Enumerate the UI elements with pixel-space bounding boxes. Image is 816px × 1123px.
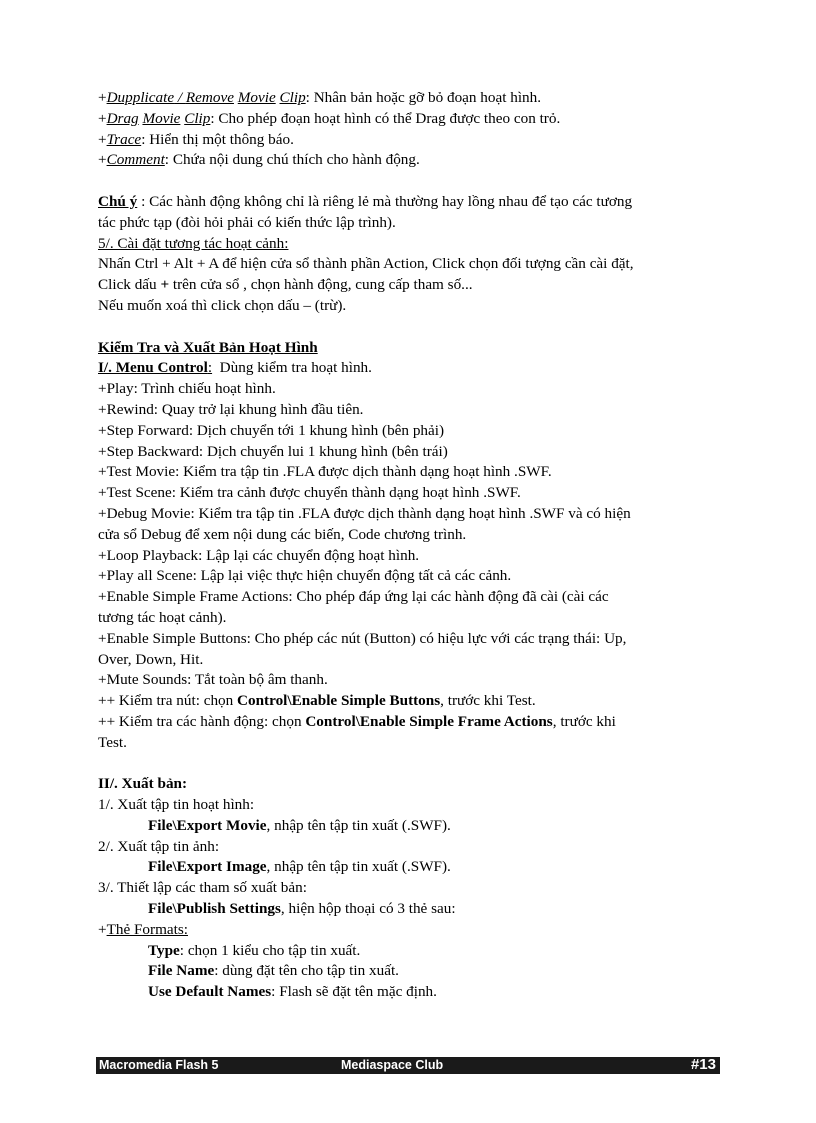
- note-line-cont: tác phức tạp (đòi hỏi phải có kiến thức lập trình).: [98, 213, 396, 231]
- format-option: Type: chọn 1 kiểu cho tập tin xuất.: [148, 941, 361, 959]
- note-line: Chú ý : Các hành động không chỉ là riêng lẻ mà thường hay lồng nhau để tạo các tương: [98, 192, 633, 210]
- list-item: +Play all Scene: Lập lại việc thực hiện chuyển động tất cả các cảnh.: [98, 567, 512, 585]
- footer-club: Mediaspace Club: [341, 1058, 444, 1072]
- format-option: File Name: dùng đặt tên cho tập tin xuất.: [148, 962, 399, 980]
- list-item: +Step Forward: Dịch chuyển tới 1 khung hình (bên phải): [98, 421, 445, 439]
- section5-line: Click dấu + trên cửa sổ , chọn hành động, cung cấp tham số...: [98, 276, 473, 294]
- menu-control-heading: I/. Menu Control: Dùng kiểm tra hoạt hình.: [98, 359, 372, 377]
- list-item: +Test Movie: Kiểm tra tập tin .FLA được dịch thành dạng hoạt hình .SWF.: [98, 463, 552, 481]
- check-buttons-line: ++ Kiểm tra nút: chọn Control\Enable Simple Buttons, trước khi Test.: [98, 692, 536, 710]
- check-actions-line: ++ Kiểm tra các hành động: chọn Control\Enable Simple Frame Actions, trước khi: [98, 712, 616, 730]
- format-option: Use Default Names: Flash sẽ đặt tên mặc định.: [148, 983, 437, 1001]
- list-item: Over, Down, Hit.: [98, 650, 204, 668]
- document-body: [98, 88, 720, 1003]
- section5-heading: 5/. Cài đặt tương tác hoạt cảnh:: [98, 234, 289, 252]
- section-title: Kiểm Tra và Xuất Bản Hoạt Hình: [98, 338, 318, 356]
- list-item: +Debug Movie: Kiểm tra tập tin .FLA được dịch thành dạng hoạt hình .SWF và có hiện: [98, 504, 631, 522]
- list-item: +Test Scene: Kiểm tra cảnh được chuyển thành dạng hoạt hình .SWF.: [98, 484, 521, 502]
- action-drag-movie-clip: +Drag Movie Clip: Cho phép đoạn hoạt hình có thể Drag được theo con trỏ.: [98, 109, 561, 127]
- action-comment: +Comment: Chứa nội dung chú thích cho hành động.: [98, 151, 420, 169]
- section5-line: Nhấn Ctrl + Alt + A để hiện cửa sổ thành phần Action, Click chọn đối tượng cần cài đặt,: [98, 255, 634, 273]
- list-item: +Enable Simple Buttons: Cho phép các nút (Button) có hiệu lực với các trạng thái: Up,: [98, 629, 627, 647]
- footer-product: Macromedia Flash 5: [99, 1058, 219, 1072]
- list-item: +Loop Playback: Lập lại các chuyển động hoạt hình.: [98, 546, 420, 564]
- publish-heading: II/. Xuất bản:: [98, 775, 188, 793]
- publish-step-detail: File\Publish Settings, hiện hộp thoại có 3 thẻ sau:: [148, 900, 456, 918]
- page-footer: [96, 1057, 720, 1074]
- check-actions-cont: Test.: [98, 733, 127, 751]
- page-number: #13: [690, 1056, 716, 1073]
- list-item: +Step Backward: Dịch chuyển lui 1 khung hình (bên trái): [98, 442, 448, 460]
- publish-step: 2/. Xuất tập tin ảnh:: [98, 837, 220, 855]
- list-item: +Mute Sounds: Tắt toàn bộ âm thanh.: [98, 671, 328, 689]
- section5-line: Nếu muốn xoá thì click chọn dấu – (trừ).: [98, 296, 347, 314]
- list-item: tương tác hoạt cảnh).: [98, 608, 227, 626]
- list-item: +Enable Simple Frame Actions: Cho phép đáp ứng lại các hành động đã cài (cài các: [98, 588, 609, 606]
- list-item: +Rewind: Quay trở lại khung hình đầu tiên.: [98, 400, 364, 418]
- formats-tab-heading: +Thẻ Formats:: [98, 920, 188, 938]
- action-trace: +Trace: Hiển thị một thông báo.: [98, 130, 294, 148]
- action-dupplicate-remove: +Dupplicate / Remove Movie Clip: Nhân bản hoặc gỡ bỏ đoạn hoạt hình.: [98, 89, 542, 106]
- list-item: +Play: Trình chiếu hoạt hình.: [98, 380, 276, 398]
- list-item: cửa sổ Debug để xem nội dung các biến, Code chương trình.: [98, 525, 467, 543]
- publish-step-detail: File\Export Image, nhập tên tập tin xuất (.SWF).: [148, 858, 451, 876]
- publish-step: 3/. Thiết lập các tham số xuất bản:: [98, 879, 307, 897]
- publish-step: 1/. Xuất tập tin hoạt hình:: [98, 796, 255, 814]
- publish-step-detail: File\Export Movie, nhập tên tập tin xuất (.SWF).: [148, 816, 451, 834]
